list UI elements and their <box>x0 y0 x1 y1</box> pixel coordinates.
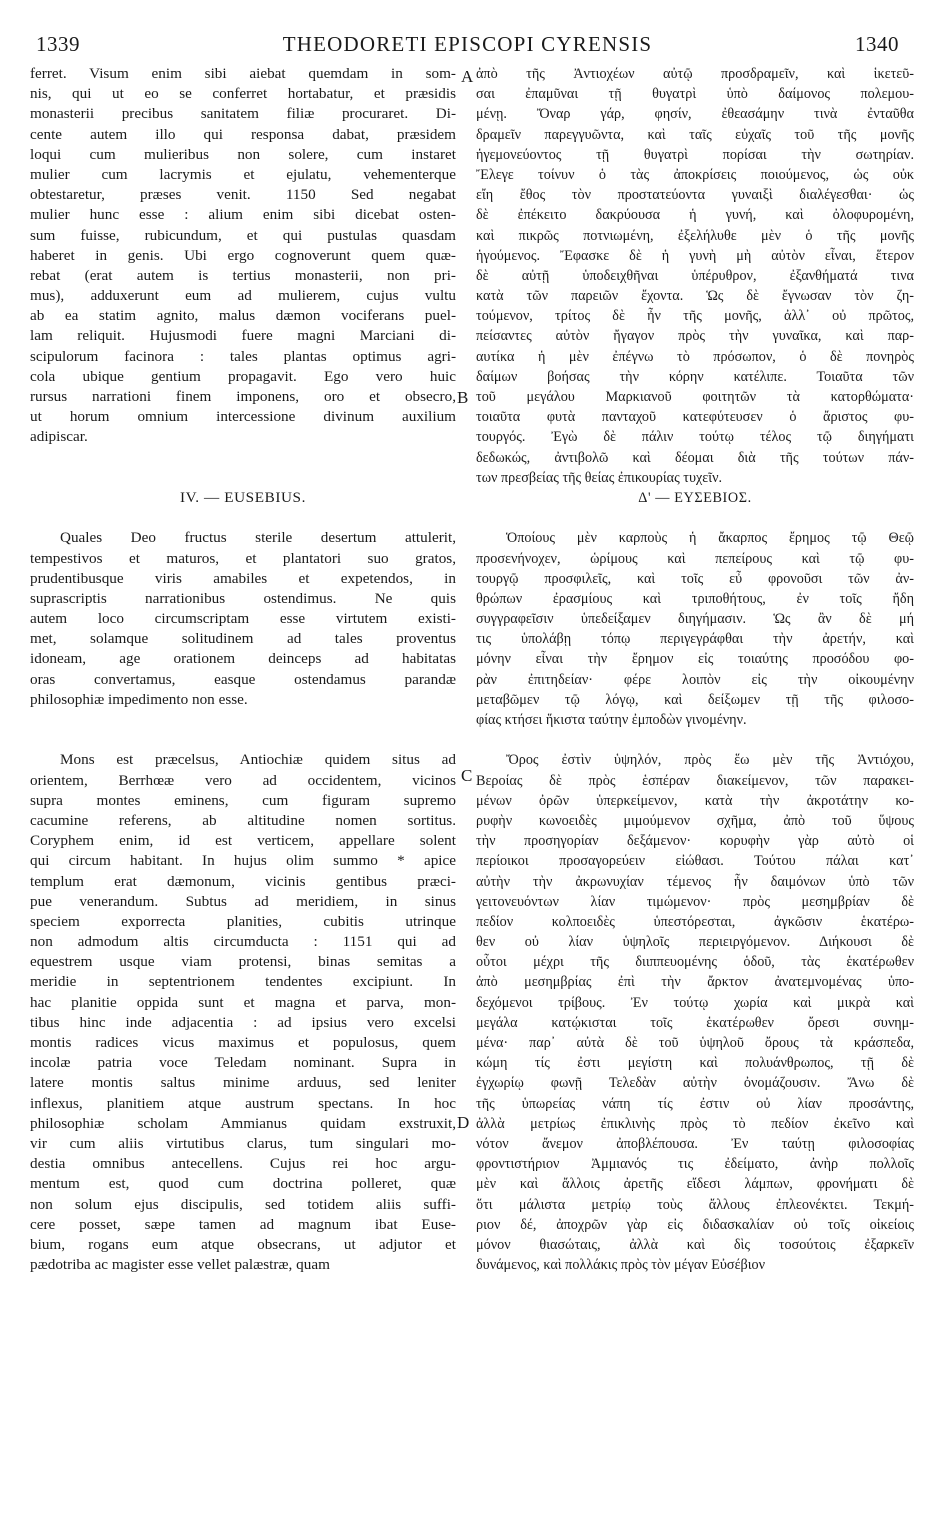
greek-line: γειτονευόντων λίαν τιμώμενον· πρὸς μεσημβρίαν δὲ <box>476 893 914 910</box>
greek-line: καὶ πικρῶς ποτνιωμένη, ἐξελήλυθε μὲν ὁ τῆς μονῆς <box>476 227 914 244</box>
greek-line: των πρεσβείας τῆς θείας ἐπικουρίας τυχεῖν. <box>476 469 723 486</box>
latin-line: mulier hunc esse : alium enim sibi dicebat osten- <box>30 206 456 224</box>
latin-line <box>30 508 456 528</box>
greek-line: μὲν καὶ ἄλλοις ἀρετῆς εἴδεσι λάμπων, φρονήματι δὲ <box>476 1176 914 1193</box>
latin-line: destia omnibus antecellens. Cujus rei hoc argu- <box>30 1155 456 1173</box>
greek-line: εἴη ἔθος τὸν προστατεύοντα γυναιξὶ διαλέγεσθαι· ὡς <box>476 187 914 204</box>
latin-line <box>30 468 456 488</box>
latin-line: pue venerandum. Subtus ad meridiem, in sinus <box>30 892 456 910</box>
greek-line: περίοικοι προσαγορεύειν εἰώθασι. Τούτου πάλαι κατ᾽ <box>476 853 914 870</box>
margin-letter-b: B <box>457 388 469 407</box>
latin-line: inflexus, planitiem atque austrum spectans. In hoc <box>30 1094 456 1112</box>
greek-line: ἡγεμονεύοντος τῇ θυγατρὶ πορίσαι τὴν σωτηρίαν. <box>476 146 914 163</box>
latin-line: philosophiæ impedimento non esse. <box>30 690 248 708</box>
latin-line: prudentibusque viris amabiles et expetendos, in <box>30 569 456 587</box>
latin-line: Quales Deo fructus sterile desertum attulerit, <box>60 529 456 547</box>
running-header <box>36 32 899 62</box>
greek-line: μεταβῶμεν τῷ λόγῳ, καὶ δείξωμεν τῇ τῆς φιλοσο- <box>476 691 914 708</box>
latin-line: nis, qui ut eo se conferret hortabatur, et præsidis <box>30 85 456 103</box>
latin-line: vir cum aliis virtutibus clarus, tum singulari mo- <box>30 1134 456 1152</box>
latin-line: idoneam, age orationem deinceps ad habitatas <box>30 650 456 668</box>
greek-line: πείσαντες αὐτὸν ἤγαγον πρὸς τὴν γυναῖκα, καὶ παρ- <box>476 328 914 345</box>
latin-line: hac planitie oppida sunt et magna et parva, mon- <box>30 993 456 1011</box>
latin-line: ab ea statim agnito, malus dæmon vociferans puel- <box>30 307 456 325</box>
latin-line: latere montis saltus minime arduus, sed leniter <box>30 1074 456 1092</box>
greek-line: τοῦ μεγάλου Μαρκιανοῦ φοιτητῶν τὰ κατορθώματα· <box>476 389 914 405</box>
greek-line: νότον ἄνεμον ἀποβλέπουσα. Ἐν ταύτῃ φιλοσοφίας <box>476 1135 914 1152</box>
latin-line: bium, rogans eum atque obsecrans, ut adjutor et <box>30 1235 456 1253</box>
greek-line: Βεροίας δὲ πρὸς ἑσπέραν διακείμενον, τῶν παρακει- <box>476 772 914 789</box>
latin-line: cere posset, sæpe tamen ad magnum ibat Euse- <box>30 1215 456 1233</box>
greek-line: ἀπὸ μεσημβρίας ἐπὶ τὴν ἄρκτον ἀνατεμνομένας ὑπο- <box>476 974 914 991</box>
latin-line: non solum ejus discipulis, sed totidem aliis suffi- <box>30 1195 456 1213</box>
latin-line: meridie in septentrionem tendentes excipiunt. In <box>30 973 456 991</box>
greek-line: ρυφὴν κωνοειδὲς μιμούμενον σχῆμα, ἀπὸ τοῦ ὕψους <box>476 812 914 829</box>
latin-line: mus), adduxerunt eum ad mulierem, cujus vultu <box>30 287 456 305</box>
latin-line: pædotriba ac magister esse vellet palæstræ, quam <box>30 1256 330 1274</box>
greek-line: οὗτοι μέχρι τῆς διιππευομένης ὁδοῦ, τὰς ἑκατέρωθεν <box>476 954 914 971</box>
latin-line <box>30 710 456 730</box>
page-number-right: 1340 <box>855 32 899 56</box>
margin-letter-d: D <box>457 1113 470 1132</box>
latin-line: monasterii precibus sanitatem filiæ procuraret. Di- <box>30 105 456 123</box>
greek-line: προσενήνοχεν, ὡρίμους καὶ πεπείρους καὶ τῷ φυ- <box>476 550 914 567</box>
greek-line: ἀλλὰ μετρίως ἐπικλινὴς πρὸς τὸ πεδίον ἐκεῖνο καὶ <box>476 1115 914 1132</box>
greek-line: τοιαῦτα φυτὰ πανταχοῦ κατεφύτευσεν ὁ ἄριστος φυ- <box>476 409 914 426</box>
greek-line: δαίμων βοήσας τὴν κόρην κατέλιπε. Τοιαῦτα τῶν <box>476 368 914 385</box>
greek-line: αὐτὴν τὴν ἀκρωνυχίαν τέμενος ἦν δαιμόνων ὑπὸ τῶν <box>476 873 914 890</box>
greek-line: τὴν προσηγορίαν δεξάμενον· κορυφὴν γὰρ αὐτὸ οἱ <box>476 833 914 850</box>
greek-line: κατὰ τῶν παρειῶν ἔχοντα. Ὡς δὲ ἔγνωσαν τὸν ζη- <box>476 288 914 305</box>
greek-line: φροντιστήριον Ἀμμιανός τις ἐδείματο, ἀνὴρ πολλοῖς <box>476 1156 914 1173</box>
latin-column <box>30 64 456 1275</box>
greek-line: τουργός. Ἐγὼ δὲ πάλιν τούτῳ τέλος τῷ διηγήματι <box>476 429 914 446</box>
greek-line: ἀπὸ τῆς Ἀντιοχέων αὐτῷ προσδραμεῖν, καὶ ἱκετεῦ- <box>476 66 914 82</box>
latin-line <box>30 730 456 750</box>
latin-line: cente autem illo qui responsa dabat, præsidem <box>30 125 456 143</box>
greek-line: τούμενον, τρίτος δὲ ἦν τῆς μονῆς, ἀλλ᾽ οὐ πρῶτος, <box>476 308 914 325</box>
latin-line: supra montes eminens, cum figuram supremo <box>30 791 456 809</box>
greek-line: μένα· παρ᾽ αὐτὰ δὲ τοῦ ὑψηλοῦ ὄρους τὰ κράσπεδα, <box>476 1035 914 1051</box>
margin-letter-a: A <box>461 67 474 86</box>
latin-line: tempestivos et maturos, et plantatori suo gratos, <box>30 549 456 567</box>
greek-line: Ὄρος ἐστὶν ὑψηλόν, πρὸς ἕω μὲν τῆς Ἀντιόχου, <box>506 752 914 769</box>
latin-line: suprascriptis narrationibus ostendimus. Ne quis <box>30 589 456 607</box>
latin-line: philosophiæ scholam Ammianus quidam exstruxit, <box>30 1114 456 1132</box>
latin-line: incolæ patria voce Teledam nominant. Supra in <box>30 1054 456 1072</box>
section-heading: Δ' — ΕΥΣΕΒΙΟΣ. <box>638 489 752 506</box>
latin-line: rebat (erat autem is tertius monasterii, non pri- <box>30 266 456 284</box>
greek-line: συγγραφεῖσιν ὑπεδείξαμεν διηγήμασιν. Ὡς ἂν δὲ μή <box>476 611 914 628</box>
greek-line: σαι ἐπαμῦναι τῇ θυγατρὶ ὑπὸ δαίμονος πολεμου- <box>476 86 914 103</box>
latin-line: oras convertamus, easque ostendamus parandæ <box>30 670 456 688</box>
latin-line: ut horum omnium intercessione divinum auxilium <box>30 408 456 426</box>
greek-line: πεδίον κολποειδὲς ὑπεστόρεσται, ἀγκῶσιν ἑκατέρω- <box>476 913 914 930</box>
greek-line: Ἔλεγε τοίνυν ὁ τὰς ἀποκρίσεις ποιούμενος, ὡς οὐκ <box>476 166 914 183</box>
latin-line: loqui cum mulieribus non solere, cum instaret <box>30 145 456 163</box>
section-heading: IV. — EUSEBIUS. <box>179 488 306 506</box>
greek-line: κώμη τίς ἐστι μεγίστη καὶ πολυάνθρωπος, τῇ δὲ <box>476 1055 914 1072</box>
greek-line: Ὁποίους μὲν καρποὺς ἡ ἄκαρπος ἔρημος τῷ Θεῷ <box>506 530 914 547</box>
margin-letter-c: C <box>461 766 473 785</box>
latin-line: sum fuisse, rubicundum, et qui pustulas quasdam <box>30 226 456 244</box>
latin-line: mentum est, quod cum doctrina polleret, quæ <box>30 1175 456 1193</box>
greek-line <box>476 508 914 528</box>
latin-line: scipulorum facinora : tales plantas optimus agri- <box>30 347 456 365</box>
greek-line: αυτίκα ἡ μὲν ἐπέγνω τὸ πρόσωπον, ὁ δὲ πονηρὸς <box>476 348 914 365</box>
greek-line: ρὰν ἐπιτηδείαν· φέρε λοιπὸν εἰς τὴν οἰκουμένην <box>476 671 914 688</box>
greek-line: δὲ αὐτῇ ὑποδειχθῆναι ὑπέρυθρον, ἐξανθήματά τινα <box>476 267 914 284</box>
latin-line: ferret. Visum enim sibi aiebat quemdam in som- <box>30 65 456 82</box>
latin-line: tibus hinc inde adjacentia : ad ipsius vero excelsi <box>30 1013 456 1031</box>
greek-line: φίας κτήσει ἥκιστα ταύτην ἐμποδὼν γινομένην. <box>476 712 747 728</box>
latin-line: adipiscar. <box>30 428 88 446</box>
greek-line: δὲ ἐπέκειτο δακρύουσα ἡ γυνή, καὶ ὀλοφυρομένη, <box>476 207 914 224</box>
latin-line: montis radices vicus maximus et populosus, quem <box>30 1034 456 1051</box>
latin-line: cacumine referens, ab altitudine nomen sortitus. <box>30 811 456 829</box>
latin-line: met, solamque solitudinem ad tales proventus <box>30 630 456 648</box>
latin-line: templum erat dæmonum, vicinis gentibus præci- <box>30 872 456 890</box>
latin-line: Coryphem enim, id est verticem, appellare solent <box>30 832 456 850</box>
greek-line: μεγάλα κατῴκισται τοῖς ἑκατέρωθεν ὄρεσι συνημ- <box>476 1014 914 1031</box>
latin-line: autem loco circumscriptam esse virtutem existi- <box>30 610 456 628</box>
latin-line: obtestaretur, præses venit. 1150 Sed negabat <box>30 186 456 204</box>
greek-line: τουργῷ προσφιλεῖς, καὶ τοῖς εὖ φρονοῦσι τῶν ἀν- <box>476 570 914 587</box>
latin-line: lam reliquit. Hujusmodi fuere magni Marciani di- <box>30 327 456 345</box>
greek-line: ὅτι μάλιστα μετρίῳ τοὺς ἄλλους ἐπλεονέκτει. Τεκμή- <box>476 1196 914 1213</box>
greek-line: θεν οὐ λίαν ὑψηλοῖς περιειργόμενον. Διήκουσι δὲ <box>476 934 914 951</box>
greek-line: ἡγούμενος. Ἔφασκε δὲ ἡ γυνὴ μὴ αὐτὸν εἶναι, ἕτερον <box>476 247 914 264</box>
greek-line: μένων ὀρῶν ὑπερκείμενον, κατὰ τὴν ἀκροτάτην κο- <box>476 792 914 809</box>
latin-line: rursus narrationi finem imponens, oro et obsecro, <box>30 388 456 405</box>
greek-line: δεχόμενοι τρίβους. Ἐν τούτῳ χωρία καὶ μικρὰ καὶ <box>476 994 914 1011</box>
greek-line: δεδωκώς, ἀντιβολῶ καὶ δέομαι διὰ τῆς τούτων πάν- <box>476 449 914 466</box>
page-number-left: 1339 <box>36 32 80 56</box>
latin-line: haberet in genis. Ubi ergo cognoverunt quem quæ- <box>30 246 456 264</box>
greek-line: θρώπων ἐρασμίους καὶ τριποθήτους, ἐν τοῖς ἤδη <box>476 590 914 607</box>
latin-line: qui circum habitant. In hujus olim summo * apice <box>30 852 456 870</box>
greek-line: μένῃ. Ὄναρ γάρ, φησίν, ἐθεασάμην τινὰ ἐνταῦθα <box>476 106 914 123</box>
greek-line: δραμεῖν παρεγγυῶντα, καὶ ταῖς εὐχαῖς τοῦ τῆς μονῆς <box>476 126 914 143</box>
running-title: THEODORETI EPISCOPI CYRENSIS <box>282 32 653 56</box>
latin-line: speciem exporrecta planities, cubitis utrinque <box>30 912 456 930</box>
latin-line <box>30 448 456 468</box>
greek-line: μόνον θιασώταις, ἀλλὰ καὶ δὶς τοσούτοις ἐξαρκεῖν <box>476 1236 914 1253</box>
greek-line: δυνάμενος, καὶ πολλάκις πρὸς τὸν μέγαν Εὐσέβιον <box>476 1257 766 1274</box>
latin-line: orientem, Berrhœæ vero ad occidentem, vicinos <box>30 771 456 789</box>
greek-line: τῆς ὑπωρείας νάπη τίς ἐστιν οὐ λίαν προσάντης, <box>476 1095 914 1112</box>
latin-line: mulier cum lacrymis et ejulatu, vehementerque <box>30 165 456 183</box>
greek-line <box>476 730 914 750</box>
greek-line: ριον δέ, ἀποχρῶν γὰρ εἰς διδασκαλίαν οὐ τοῖς οἰκείοις <box>476 1216 914 1233</box>
latin-line: Mons est præcelsus, Antiochiæ quidem situs ad <box>60 751 456 769</box>
latin-line: equestrem usque viam protensi, binas semitas a <box>30 953 456 971</box>
greek-line: μόνην εἶναι τὴν ἔρημον εἰς τοιαύτης προσόδου φο- <box>476 651 914 668</box>
greek-line: τις ὑπολάβῃ τόπῳ περιγεγράφθαι τὴν ἀρετήν, καὶ <box>476 631 914 648</box>
latin-line: cola ubique gentium propagavit. Ego vero huic <box>30 367 456 385</box>
latin-line: non admodum altis circumducta : 1151 qui ad <box>30 933 456 951</box>
greek-line: ἐγχωρίῳ φωνῇ Τελεδὰν αὐτὴν ὀνομάζουσιν. Ἄνω δὲ <box>476 1075 914 1092</box>
greek-column <box>476 64 914 1275</box>
